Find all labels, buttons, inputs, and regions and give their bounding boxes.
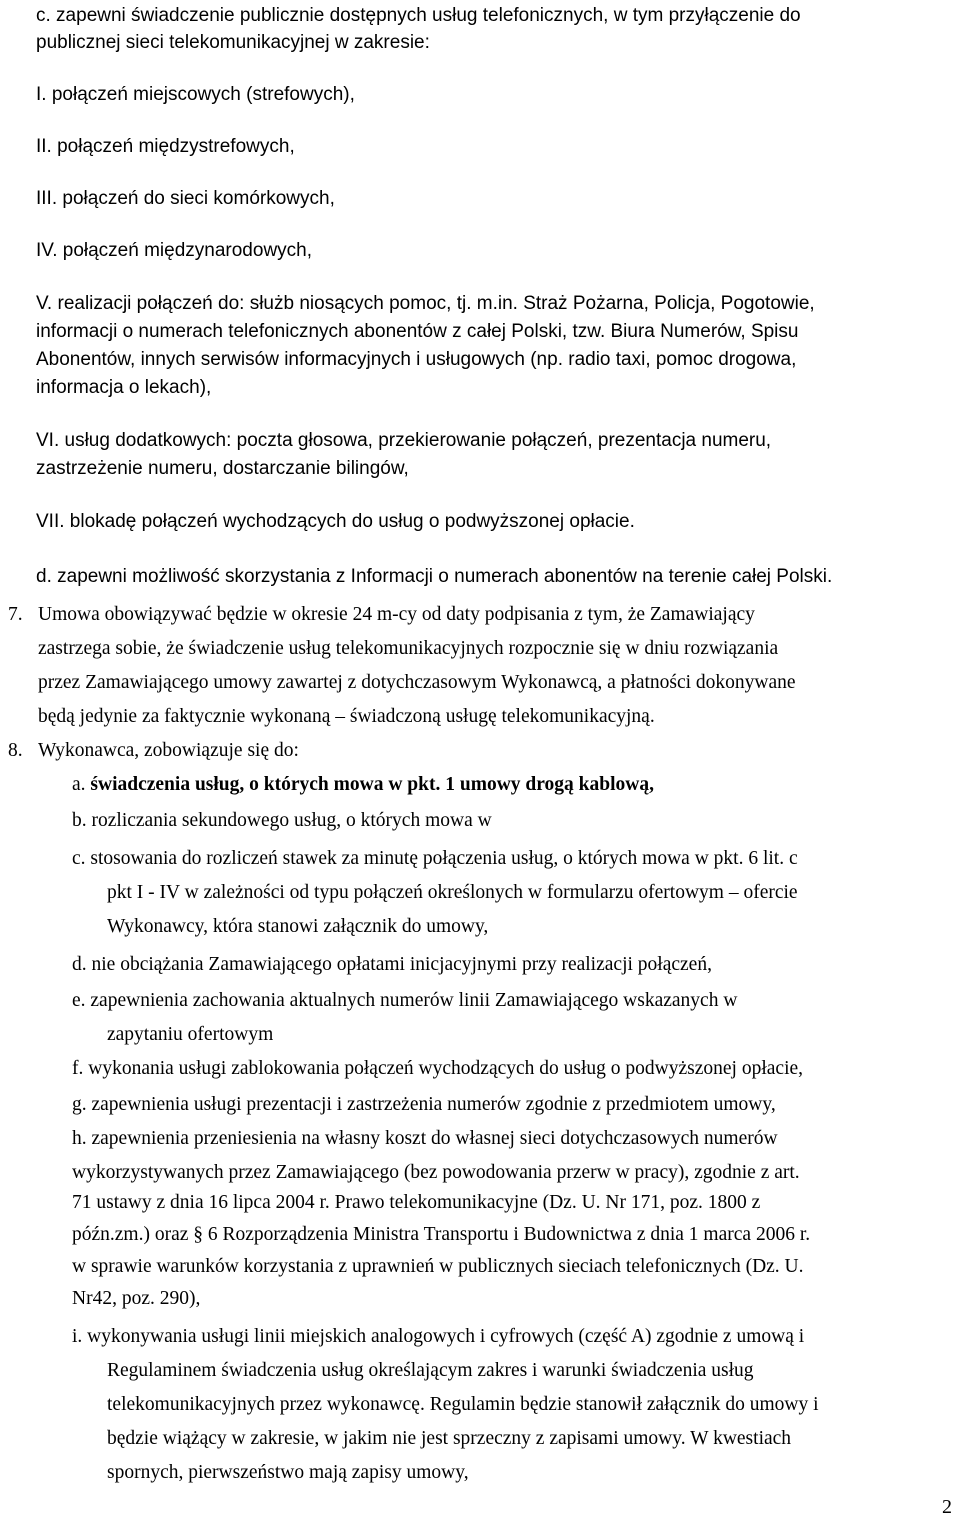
item-v-line-2: informacji o numerach telefonicznych abonentów z całej Polski, tzw. Biura Numerów, Spisu <box>36 321 799 342</box>
point-8-c-line-2: pkt I - IV w zależności od typu połączeń określonych w formularzu ofertowym – ofercie <box>107 882 798 903</box>
item-v-line-4: informacja o lekach), <box>36 377 212 398</box>
page-number: 2 <box>942 1496 952 1518</box>
point-8-a-prefix: a. <box>72 774 86 795</box>
point-7-line-2: zastrzega sobie, że świadczenie usług telekomunikacyjnych rozpocznie się w dniu rozwiązania <box>38 638 779 659</box>
point-8-h-line-1: h. zapewnienia przeniesienia na własny koszt do własnej sieci dotychczasowych numerów <box>72 1128 778 1149</box>
item-iv: IV. połączeń międzynarodowych, <box>36 240 313 261</box>
section-c-line-2: publicznej sieci telekomunikacyjnej w zakresie: <box>36 32 430 53</box>
point-8-b: b. rozliczania sekundowego usług, o których mowa w <box>72 810 492 831</box>
point-8-h-line-3: 71 ustawy z dnia 16 lipca 2004 r. Prawo telekomunikacyjne (Dz. U. Nr 171, poz. 1800 z <box>72 1192 761 1213</box>
point-8-number: 8. <box>8 740 23 761</box>
section-d: d. zapewni możliwość skorzystania z Informacji o numerach abonentów na terenie całej Polski. <box>36 566 833 587</box>
section-c-line-1: c. zapewni świadczenie publicznie dostępnych usług telefonicznych, w tym przyłączenie do <box>36 5 801 26</box>
point-7-line-4: będą jedynie za faktycznie wykonaną – świadczoną usługę telekomunikacyjną. <box>38 706 655 727</box>
item-vii: VII. blokadę połączeń wychodzących do usług o podwyższonej opłacie. <box>36 511 635 532</box>
item-vi-line-1: VI. usług dodatkowych: poczta głosowa, przekierowanie połączeń, prezentacja numeru, <box>36 430 772 451</box>
item-i: I. połączeń miejscowych (strefowych), <box>36 84 355 105</box>
point-8-g: g. zapewnienia usługi prezentacji i zastrzeżenia numerów zgodnie z przedmiotem umowy, <box>72 1094 776 1115</box>
item-iii: III. połączeń do sieci komórkowych, <box>36 188 335 209</box>
point-8-i-line-3: telekomunikacyjnych przez wykonawcę. Regulamin będzie stanowił załącznik do umowy i <box>107 1394 819 1415</box>
point-7-line-1: Umowa obowiązywać będzie w okresie 24 m-cy od daty podpisania z tym, że Zamawiający <box>38 604 755 625</box>
item-v-line-1: V. realizacji połączeń do: służb niosących pomoc, tj. m.in. Straż Pożarna, Policja, Pogotowie, <box>36 293 815 314</box>
point-8-c-line-3: Wykonawcy, która stanowi załącznik do umowy, <box>107 916 489 937</box>
point-8-i-line-5: spornych, pierwszeństwo mają zapisy umowy, <box>107 1462 469 1483</box>
point-8-f: f. wykonania usługi zablokowania połączeń wychodzących do usług o podwyższonej opłacie, <box>72 1058 804 1079</box>
point-8-i-line-1: i. wykonywania usługi linii miejskich analogowych i cyfrowych (część A) zgodnie z umową i <box>72 1326 805 1347</box>
point-7-line-3: przez Zamawiającego umowy zawartej z dotychczasowym Wykonawcą, a płatności dokonywane <box>38 672 796 693</box>
point-8-intro: Wykonawca, zobowiązuje się do: <box>38 740 299 761</box>
point-7-number: 7. <box>8 604 23 625</box>
point-8-a-text: świadczenia usług, o których mowa w pkt. 1 umowy drogą kablową, <box>90 774 654 795</box>
item-vi-line-2: zastrzeżenie numeru, dostarczanie bilingów, <box>36 458 409 479</box>
point-8-h-line-2: wykorzystywanych przez Zamawiającego (bez powodowania przerw w pracy), zgodnie z art. <box>72 1162 800 1183</box>
point-8-c-line-1: c. stosowania do rozliczeń stawek za minutę połączenia usług, o których mowa w pkt. 6 lit. c <box>72 848 798 869</box>
point-8-h-line-6: Nr42, poz. 290), <box>72 1288 201 1309</box>
point-8-a <box>72 768 654 802</box>
item-ii: II. połączeń międzystrefowych, <box>36 136 295 157</box>
point-8-h-line-5: w sprawie warunków korzystania z uprawnień w publicznych sieciach telefonicznych (Dz. U. <box>72 1256 804 1277</box>
item-v-line-3: Abonentów, innych serwisów informacyjnych i usługowych (np. radio taxi, pomoc drogowa, <box>36 349 797 370</box>
point-8-e-line-2: zapytaniu ofertowym <box>107 1024 274 1045</box>
point-8-i-line-4: będzie wiążący w zakresie, w jakim nie jest sprzeczny z zapisami umowy. W kwestiach <box>107 1428 792 1449</box>
point-8-i-line-2: Regulaminem świadczenia usług określającym zakres i warunki świadczenia usług <box>107 1360 754 1381</box>
point-8-d: d. nie obciążania Zamawiającego opłatami inicjacyjnymi przy realizacji połączeń, <box>72 954 712 975</box>
point-8-e-line-1: e. zapewnienia zachowania aktualnych numerów linii Zamawiającego wskazanych w <box>72 990 738 1011</box>
point-8-h-line-4: późn.zm.) oraz § 6 Rozporządzenia Ministra Transportu i Budownictwa z dnia 1 marca 2006 r. <box>72 1224 811 1245</box>
